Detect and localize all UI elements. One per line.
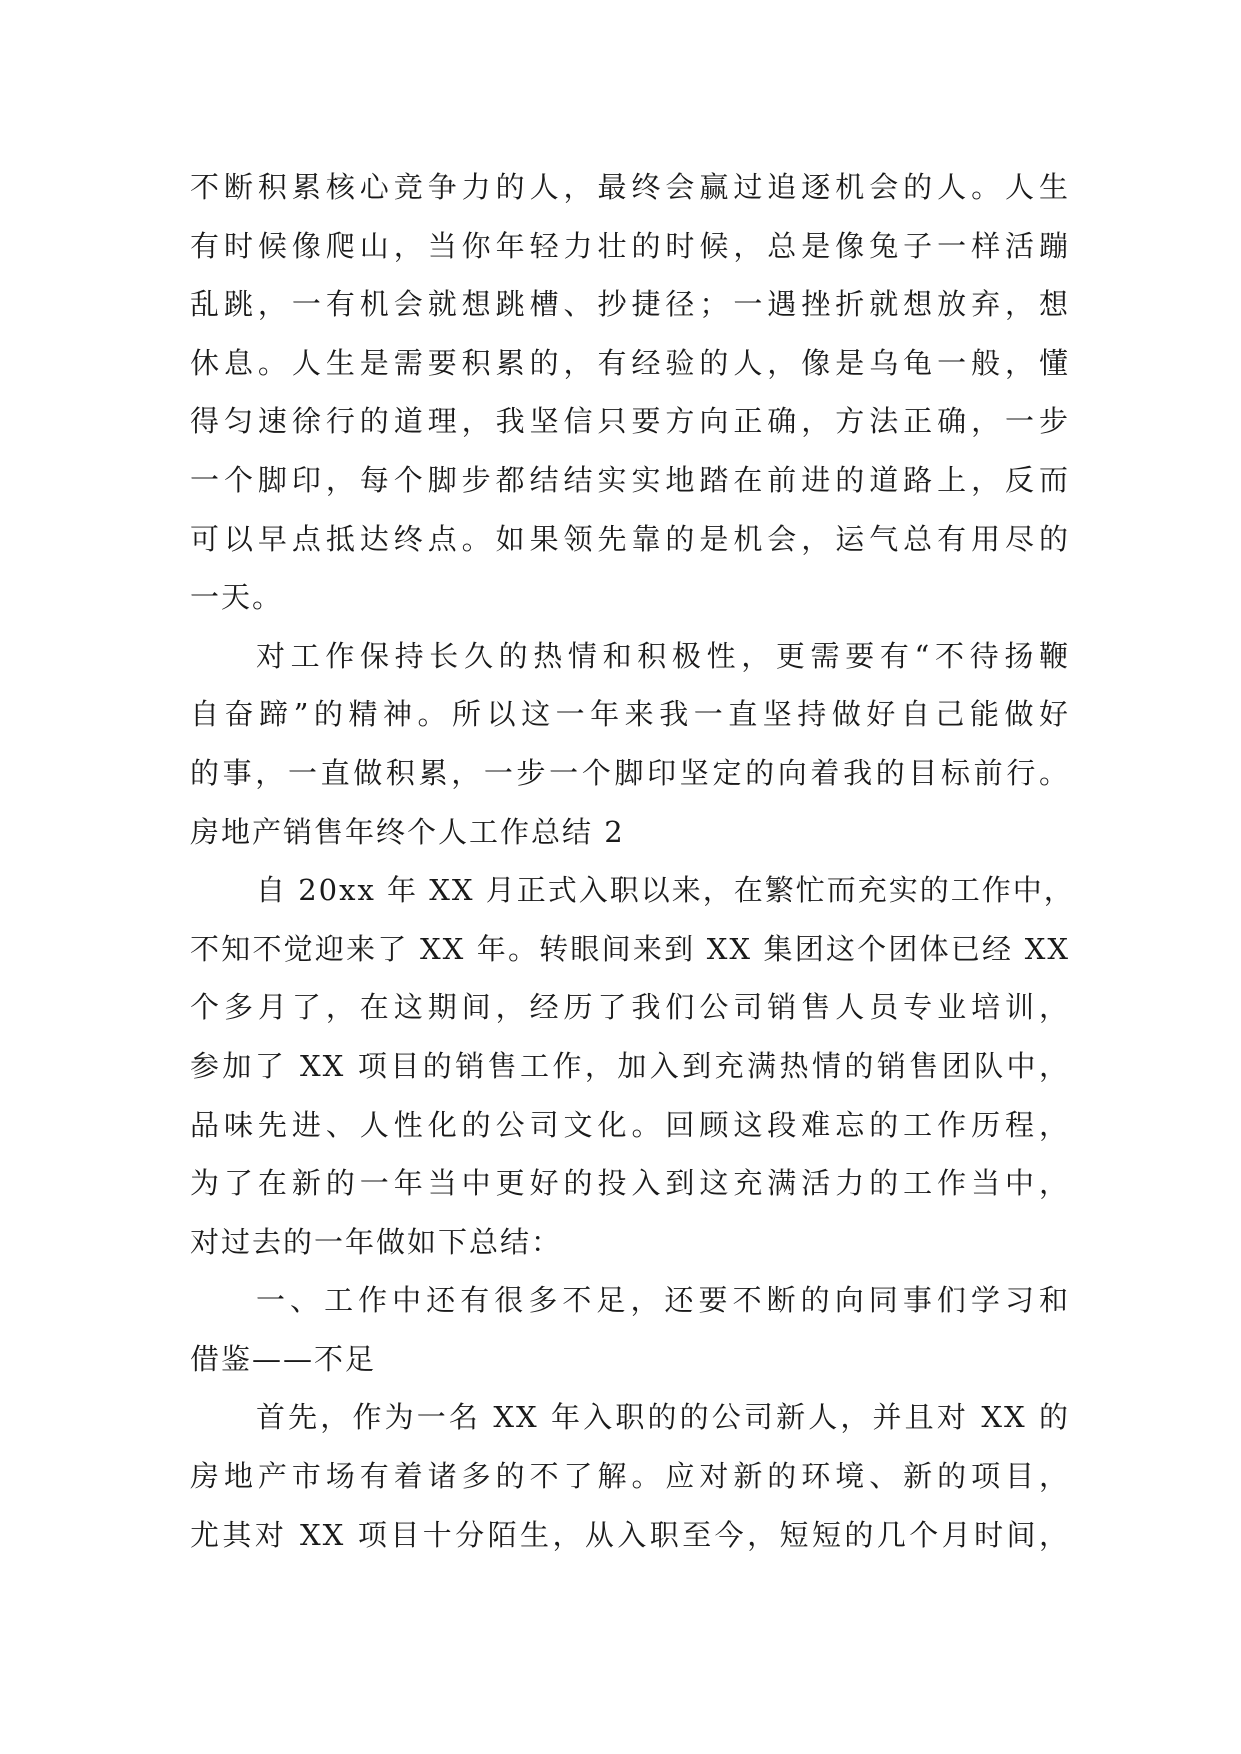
text-line: 一、工作中还有很多不足，还要不断的向同事们学习和 xyxy=(256,1283,1070,1318)
text-line: 乱跳，一有机会就想跳槽、抄捷径；一遇挫折就想放弃，想 xyxy=(190,287,1070,322)
text-line: 有时候像爬山，当你年轻力壮的时候，总是像兔子一样活蹦 xyxy=(190,228,1070,263)
text-line: 自奋蹄”的精神。所以这一年来我一直坚持做好自己能做好 xyxy=(190,697,1070,732)
text-line: 尤其对 XX 项目十分陌生，从入职至今，短短的几个月时间， xyxy=(190,1517,1070,1552)
text-line: 得匀速徐行的道理，我坚信只要方向正确，方法正确，一步 xyxy=(190,404,1070,439)
text-line: 一天。 xyxy=(190,580,284,615)
text-line: 的事，一直做积累，一步一个脚印坚定的向着我的目标前行。 xyxy=(190,755,1070,790)
text-line: 为了在新的一年当中更好的投入到这充满活力的工作当中， xyxy=(190,1166,1070,1201)
text-line: 不断积累核心竞争力的人，最终会赢过追逐机会的人。人生 xyxy=(190,170,1070,204)
text-line: 不知不觉迎来了 XX 年。转眼间来到 XX 集团这个团体已经 XX xyxy=(190,931,1070,966)
text-line: 对工作保持长久的热情和积极性，更需要有“不待扬鞭 xyxy=(256,638,1070,673)
text-line: 自 20xx 年 XX 月正式入职以来，在繁忙而充实的工作中， xyxy=(256,873,1075,908)
text-line: 首先，作为一名 XX 年入职的的公司新人，并且对 XX 的 xyxy=(256,1400,1070,1435)
text-line: 休息。人生是需要积累的，有经验的人，像是乌龟一般，懂 xyxy=(190,345,1070,380)
text-line: 房地产市场有着诸多的不了解。应对新的环境、新的项目， xyxy=(190,1459,1070,1494)
document-body xyxy=(190,158,1075,1564)
text-line: 品味先进、人性化的公司文化。回顾这段难忘的工作历程， xyxy=(190,1107,1070,1142)
text-line: 借鉴——不足 xyxy=(190,1341,377,1376)
text-line: 一个脚印，每个脚步都结结实实地踏在前进的道路上，反而 xyxy=(190,462,1070,497)
section-heading: 房地产销售年终个人工作总结 2 xyxy=(190,814,625,849)
text-line: 参加了 XX 项目的销售工作，加入到充满热情的销售团队中， xyxy=(190,1048,1070,1083)
text-line: 可以早点抵达终点。如果领先靠的是机会，运气总有用尽的 xyxy=(190,521,1070,556)
text-line: 个多月了，在这期间，经历了我们公司销售人员专业培训， xyxy=(190,990,1070,1025)
text-line: 对过去的一年做如下总结： xyxy=(190,1224,563,1259)
